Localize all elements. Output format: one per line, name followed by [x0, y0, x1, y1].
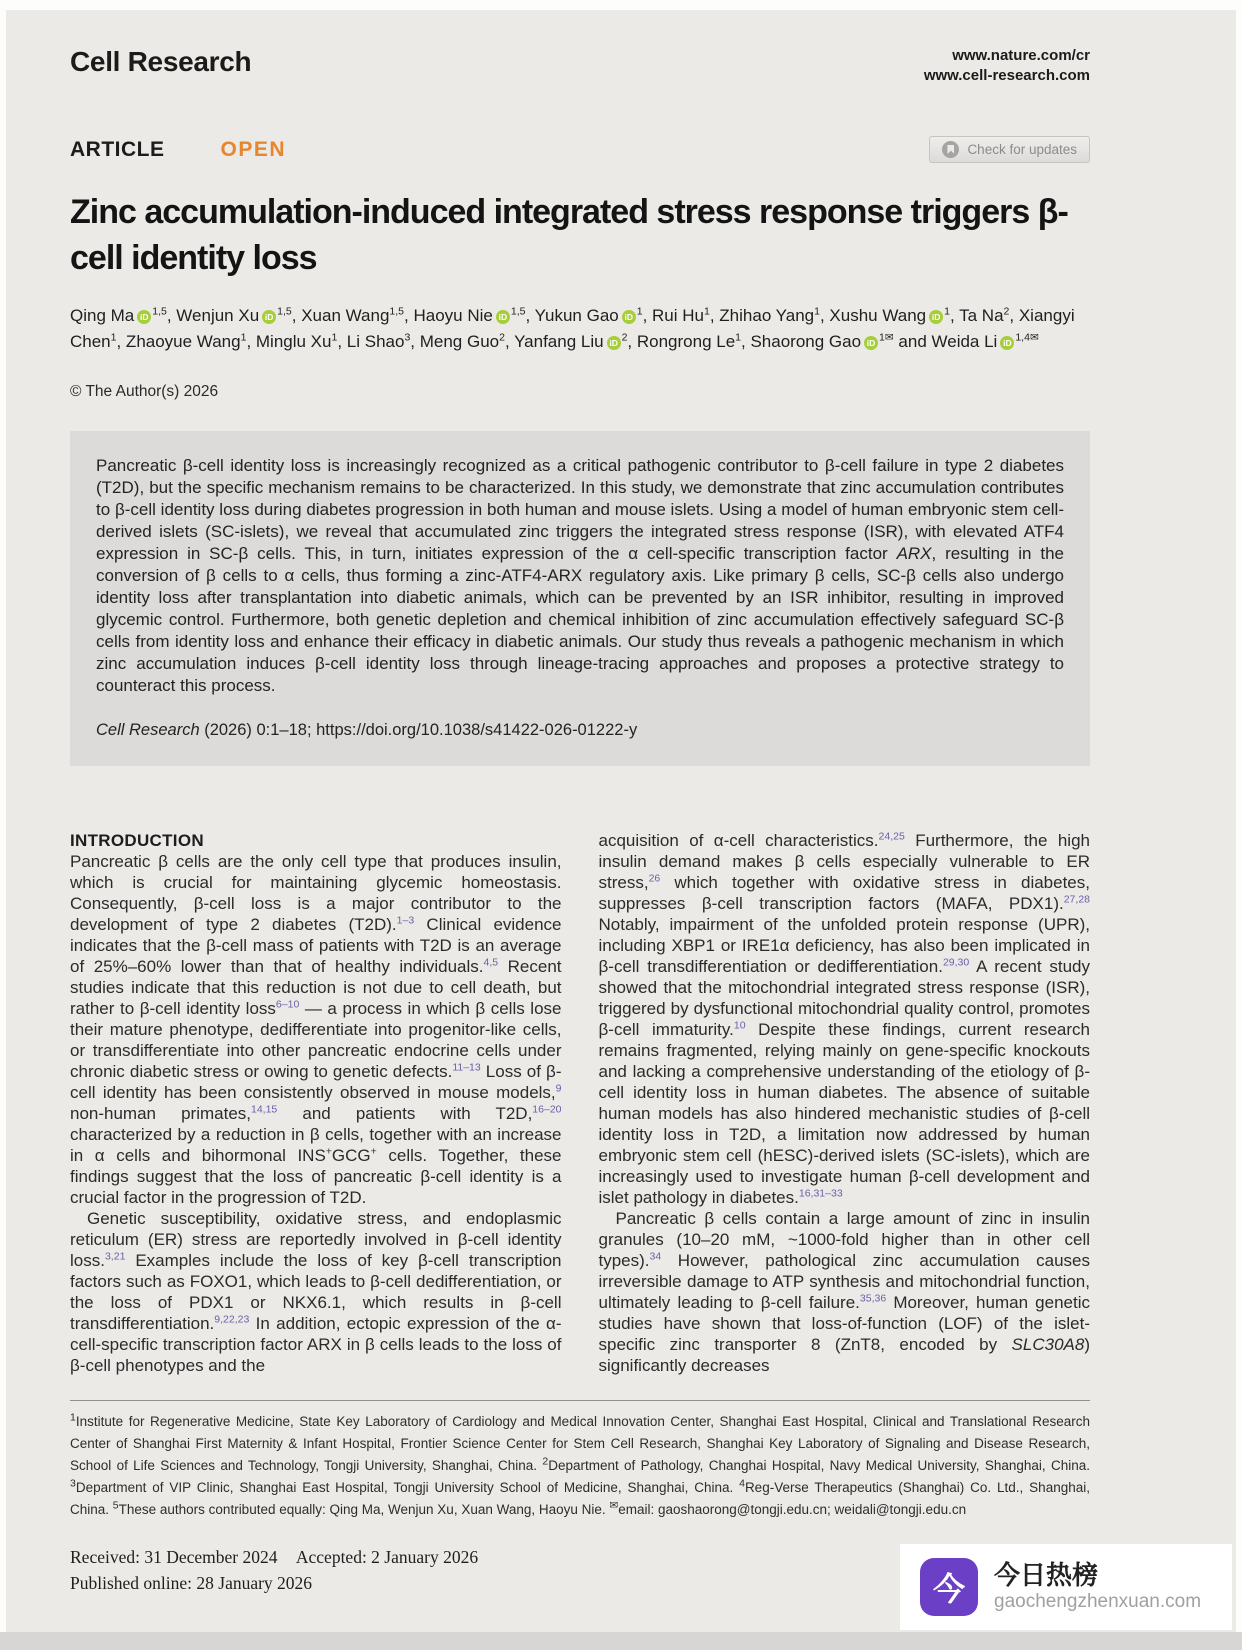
- copyright-notice: © The Author(s) 2026: [70, 383, 219, 400]
- reference-superscript[interactable]: 14,15: [251, 1103, 278, 1116]
- published-date: Published online: 28 January 2026: [70, 1573, 313, 1593]
- watermark-text: [994, 1560, 1201, 1614]
- article-title: Zinc accumulation-induced integrated stress response triggers β-cell identity loss: [70, 193, 1068, 277]
- intro-paragraph: Pancreatic β cells contain a large amount of zinc in insulin granules (10–20 mM, ~1000-fold higher than in other cell types).$^{34}$ However, pathological zinc accumulation causes irreversible damage to ATP synthesis and mitochondrial function, ultimately leading to β-cell failure.$^{35,36}$ Moreover, human genetic studies have shown that loss-of-function (LOF) of the islet-specific zinc transporter 8 (ZnT8, encoded by SLC30A8) significantly decreases: [598, 1209, 1091, 1375]
- journal-article-page: [6, 10, 1236, 1632]
- reference-superscript[interactable]: 10: [733, 1019, 746, 1032]
- left-column: [70, 830, 562, 1376]
- journal-url-link[interactable]: www.cell-research.com: [923, 67, 1090, 84]
- reference-superscript[interactable]: 35,36: [859, 1292, 887, 1305]
- affiliations-text: $^1$Institute for Regenerative Medicine, State Key Laboratory of Cardiology and Medical Innovation Center, Shanghai East Hospital, Clinical and Translational Research Center of Shanghai First Maternity & Infant Hospital, Frontier Science Center for Stem Cell Research, Shanghai Key Laboratory of Signaling and Disease Research, School of Life Sciences and Technology, Tongji University, Shanghai, China. $^2$Department of Pathology, Changhai Hospital, Navy Medical University, Shanghai, China. $^3$Department of VIP Clinic, Shanghai East Hospital, Tongji University School of Medicine, Shanghai, China. $^4$Reg-Verse Therapeutics (Shanghai) Co. Ltd., Shanghai, China. $^5$These authors contributed equally: Qing Ma, Wenjun Xu, Xuan Wang, Haoyu Nie. ✉email: gaoshaorong@tongji.edu.cn; weidali@tongji.edu.cn: [70, 1411, 1090, 1517]
- author-list: Qing Ma iD $^{1,5}$, Wenjun Xu iD $^{1,5}$, Xuan Wang$^{1,5}$, Haoyu Nie iD $^{1,5}$, Yukun Gao iD $^1$, Rui Hu$^1$, Zhihao Yang$^1$, Xushu Wang iD $^1$, Ta Na$^2$, Xiangyi Chen$^1$, Zhaoyue Wang$^1$, Minglu Xu$^1$, Li Shao$^3$, Meng Guo$^2$, Yanfang Liu iD $^2$, Rongrong Le$^1$, Shaorong Gao iD $^{1✉}$ and Weida Li iD $^{1,4✉}$: [70, 305, 1075, 351]
- reference-superscript[interactable]: 16–20: [532, 1103, 562, 1116]
- nature-url-link[interactable]: www.nature.com/cr: [952, 47, 1090, 64]
- accepted-date: Accepted: 2 January 2026: [295, 1547, 479, 1567]
- introduction-section: [70, 830, 1090, 1376]
- reference-superscript[interactable]: 3,21: [104, 1250, 126, 1263]
- reference-superscript[interactable]: 4,5: [483, 956, 499, 969]
- reference-superscript[interactable]: 24,25: [878, 830, 905, 843]
- journal-urls: [924, 46, 1090, 86]
- citation-line[interactable]: Cell Research (2026) 0:1–18; https://doi.org/10.1038/s41422-026-01222-y: [96, 721, 638, 739]
- received-date: Received: 31 December 2024: [70, 1547, 278, 1567]
- reference-superscript[interactable]: 27,28: [1063, 893, 1090, 906]
- intro-paragraph: acquisition of α-cell characteristics.$^{24,25}$ Furthermore, the high insulin demand makes β cells especially vulnerable to ER stress,$^{26}$ which together with oxidative stress in diabetes, suppresses β-cell transcription factors (MAFA, PDX1).$^{27,28}$ Notably, impairment of the unfolded protein response (UPR), including XBP1 or IRE1α deficiency, has also been implicated in β-cell transdifferentiation or dedifferentiation.$^{29,30}$ A recent study showed that the mitochondrial integrated stress response (ISR), triggered by dysfunctional mitochondrial quality control, promotes β-cell immaturity.$^{10}$ Despite these findings, current research remains fragmented, relying mainly on gene-specific knockouts and lacking a comprehensive understanding of the etiology of β-cell identity loss in human diabetes. The absence of suitable human models has also hindered mechanistic studies of β-cell identity loss in T2D, a limitation now addressed by human embryonic stem cell (hESC)-derived islets (SC-islets), which are increasingly used to investigate human β-cell development and islet pathology in diabetes.$^{16,31-33}$: [598, 830, 1090, 1207]
- watermark-logo-glyph: 今: [932, 1571, 965, 1607]
- check-for-updates-label: Check for updates: [967, 142, 1077, 157]
- orcid-icon[interactable]: iD: [929, 310, 943, 324]
- watermark-url: gaochengzhenxuan.com: [994, 1591, 1202, 1612]
- article-type-label: ARTICLE: [70, 137, 165, 161]
- journal-name: Cell Research: [70, 46, 252, 77]
- orcid-icon[interactable]: iD: [607, 336, 621, 350]
- orcid-icon[interactable]: iD: [1000, 336, 1014, 350]
- reference-superscript[interactable]: 6–10: [275, 998, 300, 1011]
- reference-superscript[interactable]: 16,31–33: [798, 1187, 843, 1200]
- abstract-text: Pancreatic β-cell identity loss is increasingly recognized as a critical pathogenic contributor to β-cell failure in type 2 diabetes (T2D), but the specific mechanism remains to be characterized. In this study, we demonstrate that zinc accumulation contributes to β-cell identity loss during diabetes progression in both human and mouse islets. Using a model of human embryonic stem cell-derived islets (SC-islets), we reveal that accumulated zinc triggers the integrated stress response (ISR), with elevated ATF4 expression in SC-β cells. This, in turn, initiates expression of the α cell-specific transcription factor ARX, resulting in the conversion of β cells to α cells, thus forming a zinc-ATF4-ARX regulatory axis. Like primary β cells, SC-β cells also undergo identity loss after transplantation into diabetic animals, which can be prevented by an ISR inhibitor, resulting in improved glycemic control. Furthermore, both genetic depletion and chemical inhibition of zinc accumulation effectively safeguard SC-β cells from identity loss and enhance their efficacy in diabetic animals. Our study thus reveals a pathogenic mechanism in which zinc accumulation induces β-cell identity loss through lineage-tracing approaches and proposes a protective strategy to counteract this process.: [96, 456, 1064, 695]
- orcid-icon[interactable]: iD: [262, 310, 276, 324]
- reference-superscript[interactable]: 11–13: [452, 1061, 481, 1074]
- reference-superscript[interactable]: 29,30: [942, 956, 970, 969]
- orcid-icon[interactable]: iD: [137, 310, 151, 324]
- reference-superscript[interactable]: 9,22,23: [214, 1313, 250, 1326]
- orcid-icon[interactable]: iD: [496, 310, 510, 324]
- orcid-icon[interactable]: iD: [622, 310, 636, 324]
- introduction-heading: INTRODUCTION: [70, 831, 204, 850]
- reference-superscript[interactable]: 26: [648, 872, 661, 885]
- article-type-bar: [70, 136, 1090, 163]
- abstract-box: [70, 431, 1090, 766]
- masthead: [70, 10, 1090, 86]
- right-column: [599, 830, 1091, 1376]
- page-edge-strip: [0, 1632, 1242, 1650]
- reference-superscript[interactable]: 1–3: [396, 914, 415, 927]
- check-for-updates-button[interactable]: [929, 136, 1090, 163]
- reference-superscript[interactable]: 34: [649, 1250, 662, 1263]
- open-access-label: OPEN: [220, 137, 287, 161]
- orcid-icon[interactable]: iD: [864, 336, 878, 350]
- reference-superscript[interactable]: 9: [555, 1082, 562, 1095]
- watermark-card: [900, 1544, 1232, 1630]
- watermark-logo-icon: [920, 1558, 978, 1616]
- intro-paragraph: Pancreatic β cells are the only cell type that produces insulin, which is crucial for maintaining glycemic homeostasis. Consequently, β-cell loss is a major contributor to the development of type 2 diabetes (T2D).$^{1-3}$ Clinical evidence indicates that the β-cell mass of patients with T2D is an average of 25%–60% lower than that of healthy individuals.$^{4,5}$ Recent studies indicate that this reduction is not due to cell death, but rather to β-cell identity loss$^{6-10}$ — a process in which β cells lose their mature phenotype, dedifferentiate into progenitor-like cells, or transdifferentiate into other pancreatic endocrine cells under chronic diabetic stress or owing to genetic defects.$^{11-13}$ Loss of β-cell identity has been consistently observed in mouse models,$^9$ non-human primates,$^{14,15}$ and patients with T2D,$^{16-20}$ characterized by a reduction in β cells, together with an increase in α cells and bihormonal INS+GCG+ cells. Together, these findings suggest that the loss of pancreatic β-cell identity is a crucial factor in the progression of T2D.: [70, 852, 562, 1207]
- crossmark-icon: [942, 141, 959, 158]
- intro-paragraph: Genetic susceptibility, oxidative stress, and endoplasmic reticulum (ER) stress are reportedly involved in β-cell identity loss.$^{3,21}$ Examples include the loss of key β-cell transcription factors such as FOXO1, which leads to β-cell dedifferentiation, or the loss of PDX1 or NKX6.1, which results in β-cell transdifferentiation.$^{9,22,23}$ In addition, ectopic expression of the α-cell-specific transcription factor ARX in β cells leads to the loss of β-cell phenotypes and the: [70, 1209, 562, 1375]
- watermark-title: 今日热榜: [994, 1560, 1099, 1590]
